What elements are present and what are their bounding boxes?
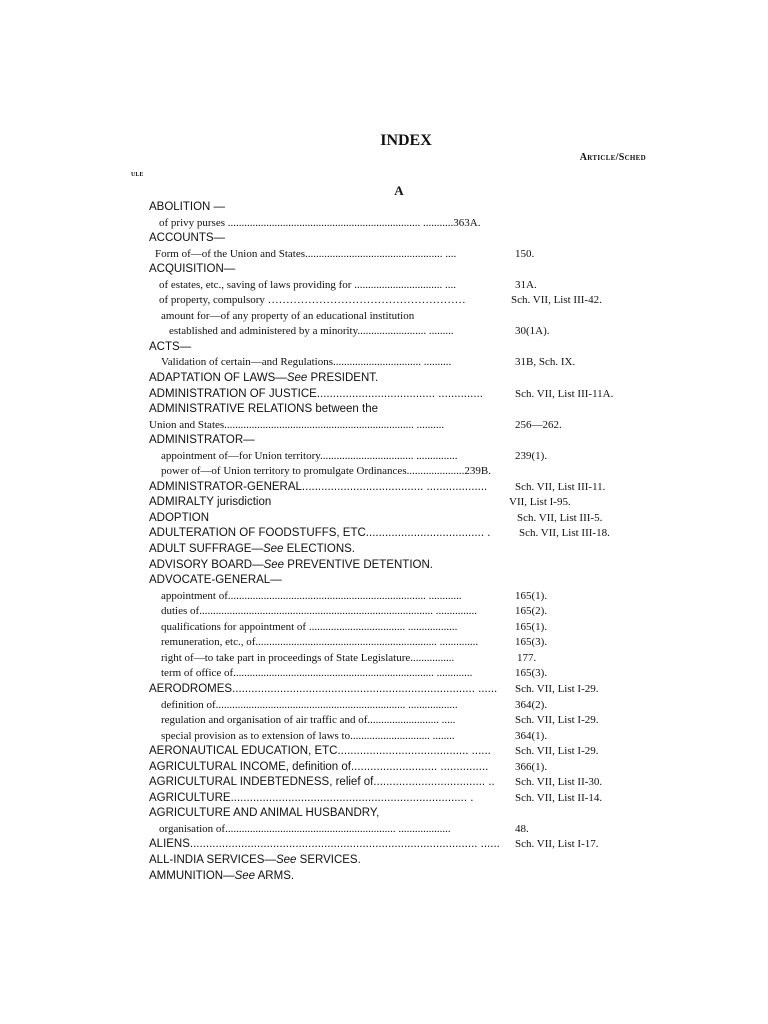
index-entry: [149, 200, 649, 216]
see-reference-label: See: [286, 372, 308, 385]
entry-text: established and administered by a minority......................... .........: [169, 325, 454, 338]
entry-reference: Sch. VII, List III-42.: [511, 294, 602, 307]
entry-reference: 165(3).: [515, 667, 548, 680]
entry-text: ABOLITION —: [149, 201, 226, 213]
index-entry: [149, 729, 649, 745]
entry-reference: 165(1).: [515, 620, 548, 633]
index-entry: [149, 620, 649, 636]
entry-text: AMMUNITION—See ARMS.: [149, 869, 295, 882]
entry-text: ADVISORY BOARD—See PREVENTIVE DETENTION.: [149, 558, 433, 571]
entry-reference: 366(1).: [515, 760, 548, 773]
index-entry: [149, 698, 649, 714]
entry-text: ACTS—: [149, 340, 192, 353]
entry-reference: 150.: [515, 247, 535, 260]
index-entry: [149, 713, 649, 729]
entry-reference: Sch. VII, List III-5.: [517, 511, 603, 524]
entry-text: definition of..................................................................... ..................: [161, 698, 458, 711]
entry-reference: Sch. VII, List I-29.: [515, 745, 599, 758]
index-entry: [149, 775, 649, 791]
entry-text: qualifications for appointment of ................................... ..................: [161, 620, 458, 633]
index-entry: [149, 682, 649, 698]
entry-text: of estates, etc., saving of laws providing for ................................ ....: [159, 278, 456, 291]
index-entry: [149, 495, 649, 511]
entry-text: ADMIRALTY jurisdiction: [149, 496, 272, 509]
index-entry: [149, 744, 649, 760]
index-entry: [149, 340, 649, 356]
index-entry: [149, 869, 649, 885]
index-entry: [149, 604, 649, 620]
index-entry: [149, 278, 649, 294]
entry-text: Validation of certain—and Regulations................................ ..........: [161, 356, 452, 369]
entry-reference: 239(1).: [515, 449, 548, 462]
index-entry: [149, 231, 649, 247]
index-entry: [149, 806, 649, 822]
entry-reference: 256—262.: [515, 418, 562, 431]
entry-reference: 165(2).: [515, 605, 548, 618]
index-entry: [149, 387, 649, 403]
column-heading-continuation: ule: [131, 168, 144, 178]
entry-text: ACCOUNTS—: [149, 232, 226, 245]
index-entry: [149, 526, 649, 542]
entry-text: AGRICULTURAL INDEBTEDNESS, relief of................................... ..: [149, 776, 495, 789]
index-entry: [149, 216, 649, 232]
entry-reference: 30(1A).: [515, 325, 550, 338]
index-entry: [149, 449, 649, 465]
entry-text: power of—of Union territory to promulgate Ordinances.....................239B.: [161, 465, 491, 478]
index-entry: [149, 573, 649, 589]
entry-reference: 165(1).: [515, 589, 548, 602]
page-title: INDEX: [380, 132, 432, 149]
entry-text: ADOPTION: [149, 511, 210, 524]
entry-text: AERODROMES............................................................................ ......: [149, 682, 498, 695]
index-entry: [149, 418, 649, 434]
entry-reference: Sch. VII, List I-29.: [515, 714, 599, 727]
entry-text: ADULTERATION OF FOODSTUFFS, ETC..................................... .: [149, 527, 491, 540]
index-entry: [149, 760, 649, 776]
entry-text: duties of..................................................................................... ...............: [161, 605, 477, 618]
entry-text: ADULT SUFFRAGE—See ELECTIONS.: [149, 543, 355, 556]
entry-text: ADMINISTRATOR-GENERAL...................................... ...................: [149, 480, 488, 493]
entry-text: ALIENS.......................................................................................... ......: [149, 838, 500, 851]
index-entry: [149, 293, 649, 309]
index-entry: [149, 324, 649, 340]
entry-text: Union and States..................................................................... ..........: [149, 418, 445, 431]
entry-reference: 48.: [515, 822, 529, 835]
entry-text: special provision as to extension of laws to............................. ........: [161, 729, 455, 742]
see-reference-label: See: [234, 869, 256, 882]
entry-reference: 177.: [517, 651, 537, 664]
entry-reference: Sch. VII, List II-14.: [515, 791, 603, 804]
entry-reference: Sch. VII, List I-29.: [515, 682, 599, 695]
index-entry: [149, 542, 649, 558]
entry-text: AERONAUTICAL EDUCATION, ETC......................................... ......: [149, 745, 491, 758]
index-entry: [149, 371, 649, 387]
index-entries: [149, 200, 649, 884]
entry-text: ADMINISTRATOR—: [149, 434, 255, 447]
entry-text: term of office of......................................................................... .............: [161, 667, 473, 680]
entry-text: ALL-INDIA SERVICES—See SERVICES.: [149, 853, 361, 866]
column-heading-article-schedule: Article/Sched: [579, 152, 646, 163]
see-reference-label: See: [275, 853, 297, 866]
entry-text: Form of—of the Union and States.................................................. ....: [155, 247, 457, 260]
index-entry: [149, 853, 649, 869]
entry-reference: 31B, Sch. IX.: [515, 356, 576, 369]
entry-reference: VII, List I-95.: [509, 496, 571, 509]
entry-reference: 363A.: [453, 216, 481, 229]
index-entry: [149, 589, 649, 605]
index-entry: [149, 402, 649, 418]
index-entry: [149, 433, 649, 449]
entry-reference: 364(2).: [515, 698, 548, 711]
see-reference-label: See: [263, 558, 285, 571]
entry-reference: Sch. VII, List III-11.: [515, 480, 606, 493]
entry-reference: 31A.: [515, 278, 537, 291]
see-reference-label: See: [262, 543, 284, 556]
entry-text: of property, compulsory ………………………………………………: [159, 294, 466, 307]
index-entry: [149, 822, 649, 838]
index-entry: [149, 837, 649, 853]
index-entry: [149, 666, 649, 682]
entry-text: AGRICULTURAL INCOME, definition of........................... ...............: [149, 760, 489, 773]
entry-text: remuneration, etc., of.................................................................. ..............: [161, 636, 479, 649]
entry-text: ADAPTATION OF LAWS—See PRESIDENT.: [149, 372, 379, 385]
entry-reference: 364(1).: [515, 729, 548, 742]
entry-text: ADVOCATE-GENERAL—: [149, 574, 282, 587]
entry-text: AGRICULTURE.......................................................................... .: [149, 791, 474, 804]
index-entry: [149, 511, 649, 527]
entry-text: organisation of.............................................................. ...................: [159, 822, 451, 835]
entry-reference: 239B.: [464, 465, 491, 478]
index-entry: [149, 635, 649, 651]
index-entry: [149, 480, 649, 496]
index-entry: [149, 309, 649, 325]
index-entry: [149, 791, 649, 807]
index-entry: [149, 262, 649, 278]
index-entry: [149, 464, 649, 480]
entry-text: ADMINISTRATIVE RELATIONS between the: [149, 403, 379, 416]
index-entry: [149, 355, 649, 371]
index-entry: [149, 247, 649, 263]
entry-text: appointment of—for Union territory.................................. ...............: [161, 449, 458, 462]
entry-text: of privy purses ...................................................................... ...........363A.: [159, 216, 481, 229]
entry-reference: Sch. VII, List II-30.: [515, 776, 603, 789]
index-entry: [149, 651, 649, 667]
entry-text: AGRICULTURE AND ANIMAL HUSBANDRY,: [149, 807, 380, 820]
entry-reference: Sch. VII, List III-11A.: [515, 387, 614, 400]
entry-text: ADMINISTRATION OF JUSTICE..................................... ..............: [149, 387, 483, 400]
index-entry: [149, 558, 649, 574]
entry-reference: Sch. VII, List III-18.: [519, 527, 610, 540]
entry-text: amount for—of any property of an educational institution: [161, 309, 415, 322]
entry-reference: Sch. VII, List I-17.: [515, 838, 599, 851]
section-letter: A: [394, 183, 404, 198]
entry-text: regulation and organisation of air traffic and of.......................... .....: [161, 714, 456, 727]
entry-text: appointment of........................................................................ ............: [161, 589, 462, 602]
entry-text: right of—to take part in proceedings of State Legislature................: [161, 651, 455, 664]
entry-text: ACQUISITION—: [149, 263, 236, 276]
entry-reference: 165(3).: [515, 636, 548, 649]
